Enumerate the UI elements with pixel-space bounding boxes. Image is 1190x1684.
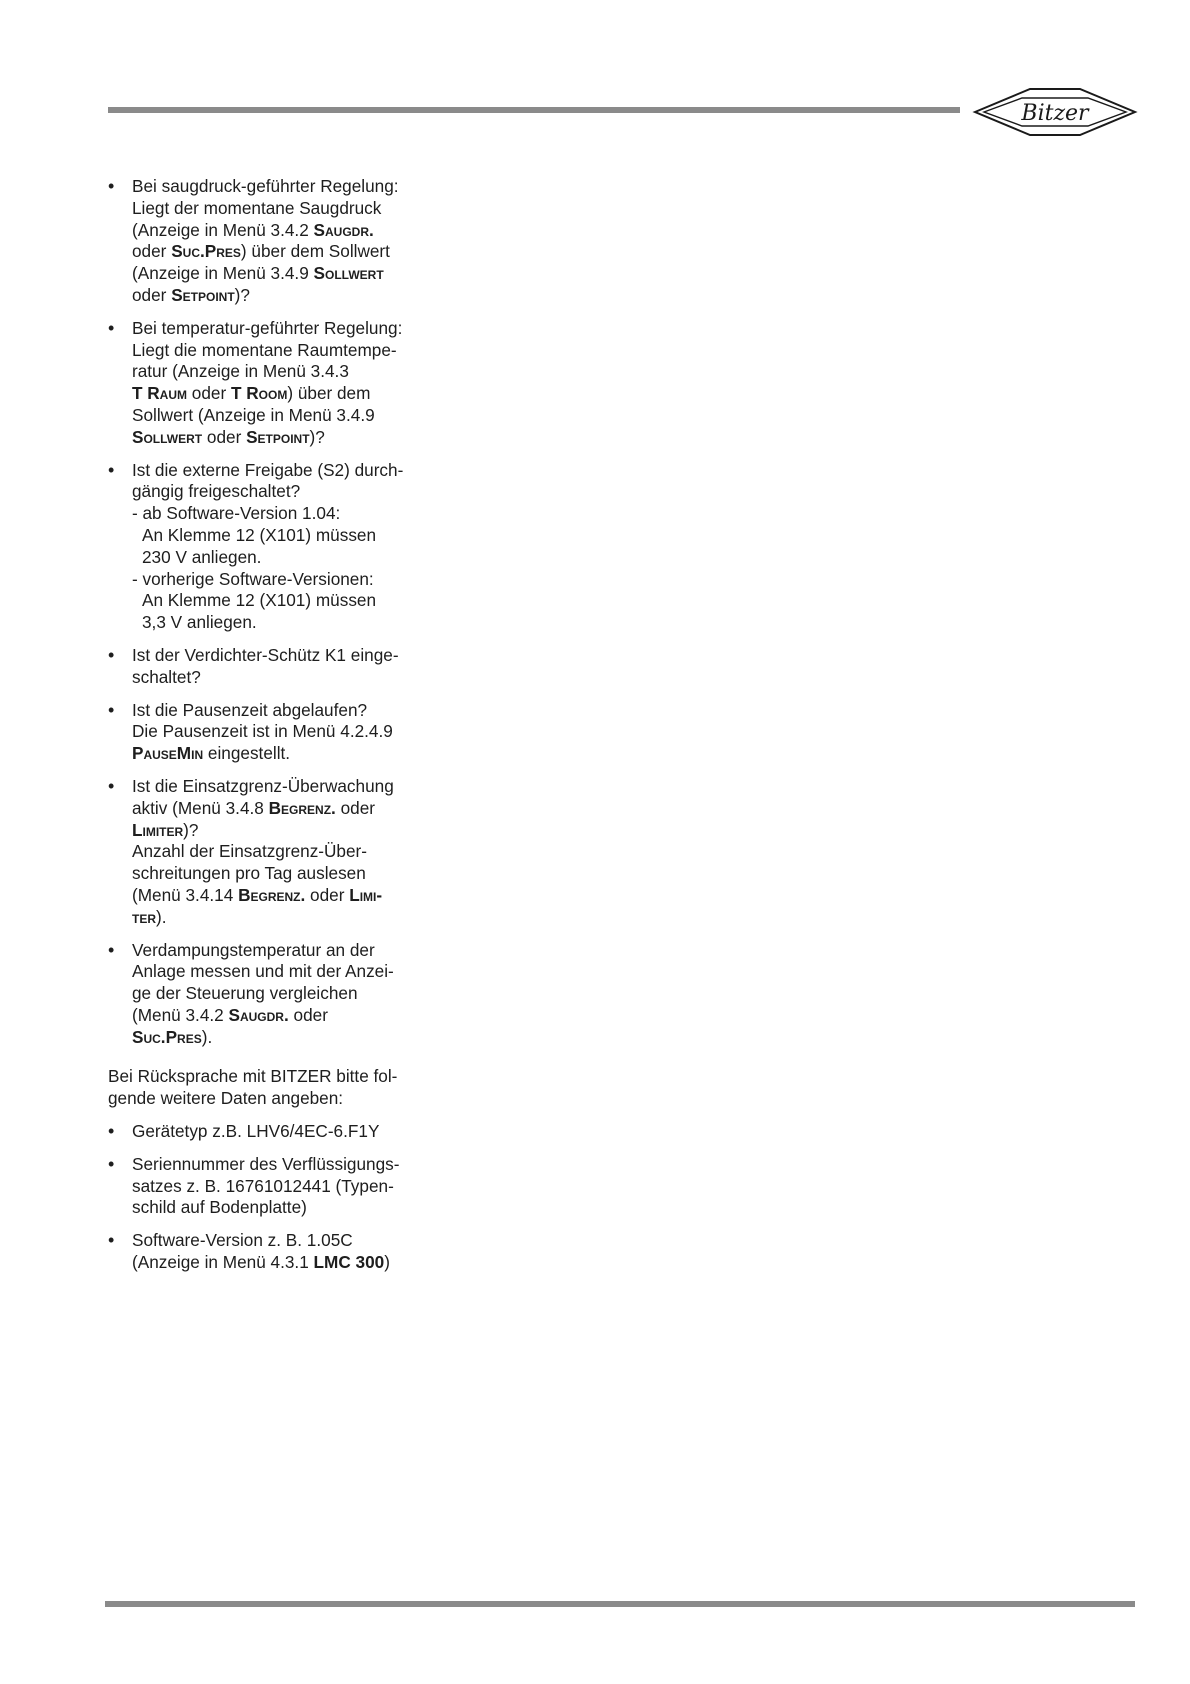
list-item: • Software-Version z. B. 1.05C (Anzeige in Menü 4.3.1 LMC 300) — [108, 1230, 426, 1274]
check-list — [108, 176, 426, 1048]
footer-rule — [105, 1601, 1135, 1607]
list-item: • Ist die Pausenzeit abgelaufen? Die Pausenzeit ist in Menü 4.2.4.9 PauseMin eingestellt. — [108, 700, 426, 765]
list-item: • Ist die Einsatzgrenz-Überwachung aktiv (Menü 3.4.8 Begrenz. oder Limiter)? Anzahl der Einsatzgrenz-Über- schreitungen pro Tag auslesen (Menü 3.4.14 Begrenz. oder Limi- ter). — [108, 776, 426, 929]
contact-paragraph: Bei Rücksprache mit BITZER bitte fol- gende weitere Daten angeben: — [108, 1066, 398, 1109]
list-item: • Verdampungstemperatur an der Anlage messen und mit der Anzei- ge der Steuerung vergleichen (Menü 3.4.2 Saugdr. oder Suc.Pres). — [108, 940, 426, 1049]
list-item: • Seriennummer des Verflüssigungs- satzes z. B. 16761012441 (Typen- schild auf Bodenplatte) — [108, 1154, 426, 1219]
list-item: • Gerätetyp z.B. LHV6/4EC-6.F1Y — [108, 1121, 426, 1143]
document-body — [108, 176, 426, 1285]
data-list — [108, 1121, 426, 1274]
header-rule — [108, 107, 960, 113]
list-item: • Bei saugdruck-geführter Regelung: Liegt der momentane Saugdruck (Anzeige in Menü 3.4.2 Saugdr. oder Suc.Pres) über dem Sollwert (Anzeige in Menü 3.4.9 Sollwert oder Setpoint)? — [108, 176, 426, 307]
list-item: • Bei temperatur-geführter Regelung: Liegt die momentane Raumtempe- ratur (Anzeige in Menü 3.4.3 T Raum oder T Room) über dem Sollwert (Anzeige in Menü 3.4.9 Sollwert oder Setpoint)? — [108, 318, 426, 449]
svg-text:Bitzer: Bitzer — [1021, 101, 1089, 126]
list-item: • Ist der Verdichter-Schütz K1 einge- schaltet? — [108, 645, 426, 689]
bitzer-logo — [972, 86, 1138, 138]
list-item: • Ist die externe Freigabe (S2) durch- gängig freigeschaltet? - ab Software-Version 1.04: An Klemme 12 (X101) müssen 230 V anliegen. - vorherige Software-Versionen: An Klemme 12 (X101) müssen 3,3 V anliegen. — [108, 460, 426, 634]
